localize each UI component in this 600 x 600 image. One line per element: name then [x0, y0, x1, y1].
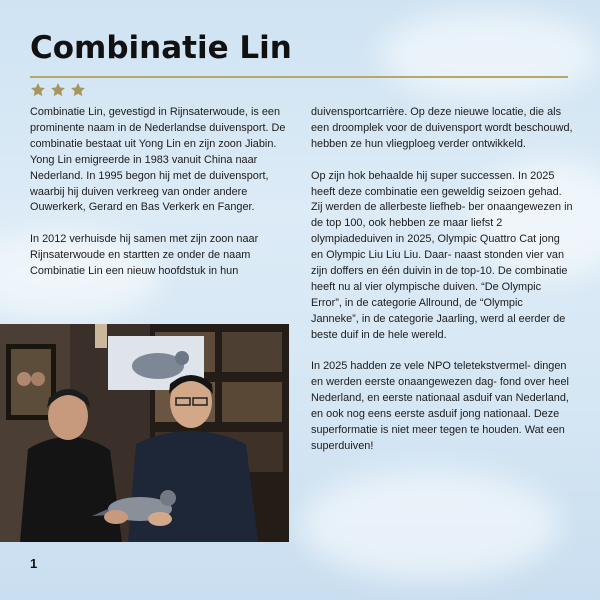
paragraph: duivensportcarrière. Op deze nieuwe locatie, die als een droomplek voor de duivensport wordt beschouwd, hebben ze hun vliegploeg verder ontwikkeld. [311, 106, 573, 150]
cloud-decoration [300, 470, 560, 580]
photo-yong-and-jiabin-lin [0, 324, 289, 542]
star-icon [50, 82, 66, 98]
paragraph: Op zijn hok behaalde hij super successen. In 2025 heeft deze combinatie een geweldig seizoen gehad. Zij werden de allerbeste liefheb- ber onaangewezen in de top 100, ook hebben ze maar liefst 2 olympiadeduiven in 2025, Olympic Quattro Cat jong en Olympic Liu Liu Liu. Daar- naast stonden vier van zijn doffers en één duivin in de top-10. De combinatie heeft nu al vier olympische duiven. “De Olympic Error”, in de categorie Allround, de “Olympic Janneke”, in de categorie Jaarling, werd al eerder de beste duif in de hele wereld. [311, 169, 573, 341]
left-column [30, 105, 288, 296]
paragraph: In 2025 hadden ze vele NPO teletekstvermel- dingen en werden eerste onaangewezen dag- fond over heel Nederland, en eerste nationaal asduif van Nederland, en ook nog eens eerste asduif jong nationaal. Deze superformatie is niet meer tegen te houden. Wat een superduiven! [311, 360, 569, 452]
star-rating [30, 82, 86, 98]
star-icon [70, 82, 86, 98]
title-divider [30, 76, 568, 78]
right-column [311, 105, 573, 471]
page-title: Combinatie Lin [30, 30, 292, 66]
paragraph: In 2012 verhuisde hij samen met zijn zoon naar Rijnsaterwoude en startten ze onder de naam Combinatie Lin een nieuw hoofdstuk in hun [30, 233, 259, 278]
cloud-decoration [380, 10, 600, 100]
page-number: 1 [30, 556, 38, 571]
star-icon [30, 82, 46, 98]
paragraph: Combinatie Lin, gevestigd in Rijnsaterwoude, is een prominente naam in de Nederlandse duivensport. De combinatie bestaat uit Yong Lin en zijn zoon Jiabin. Yong Lin emigreerde in 1983 vanuit China naar Nederland. In 1995 begon hij met de duivensport, waarbij hij duiven verkreeg van onder andere Ouwerkerk, Gerard en Bas Verkerk en Fanger. [30, 106, 286, 214]
